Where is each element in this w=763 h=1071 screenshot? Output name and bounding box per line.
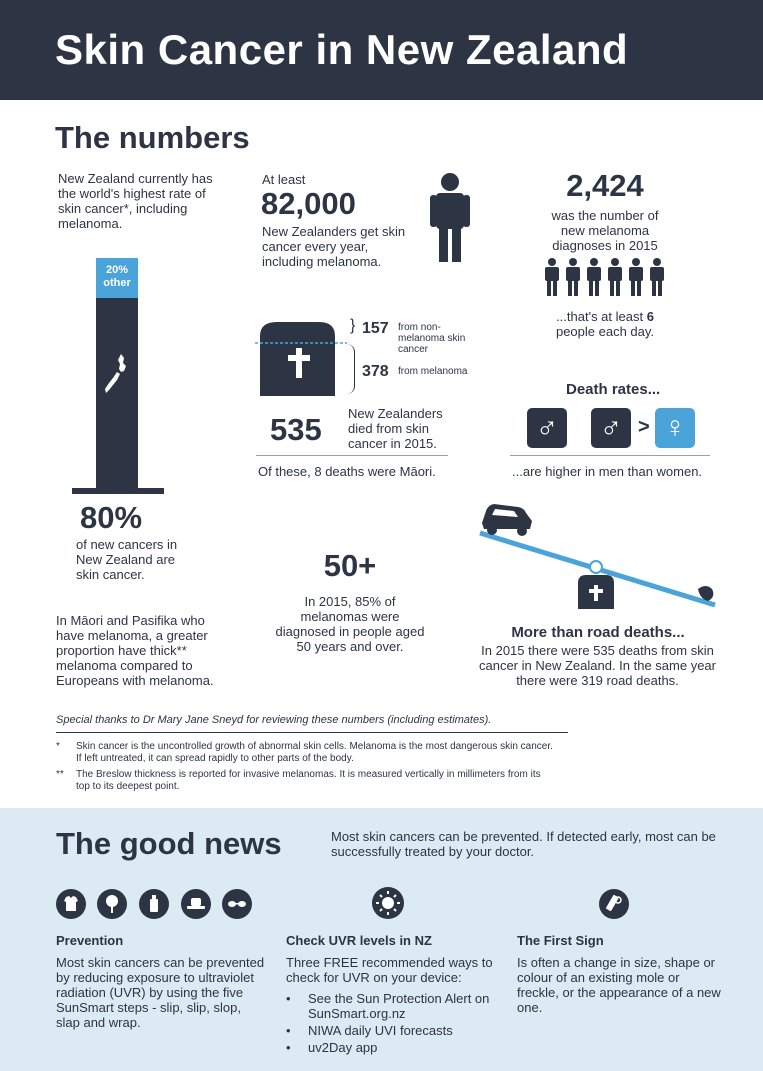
sun-icon xyxy=(370,885,406,921)
male-symbol: ♂ xyxy=(535,411,559,444)
footnote-2-mark: ** xyxy=(56,769,64,780)
maori-pasifika-text: In Māori and Pasifika who have melanoma, a greater proportion have thick** melanoma compared to Europeans with melanoma. xyxy=(56,613,214,688)
male-icon-1 xyxy=(527,408,567,448)
people-caption-pre: ...that's at least xyxy=(556,309,647,324)
uvr-list-item: • NIWA daily UVI forecasts xyxy=(286,1023,496,1038)
road-deaths-title: More than road deaths... xyxy=(511,624,685,641)
shirt-icon xyxy=(56,889,86,919)
maori-deaths: Of these, 8 deaths were Māori. xyxy=(258,464,436,479)
female-symbol: ♀ xyxy=(663,411,687,444)
death-rates-caption: ...are higher in men than women. xyxy=(512,464,703,479)
at-least-label: At least xyxy=(262,172,306,187)
first-sign-title: The First Sign xyxy=(517,933,604,948)
death-rates-title: Death rates... xyxy=(566,381,661,398)
female-icon xyxy=(655,408,695,448)
car-icon xyxy=(482,504,532,536)
eighty-percent: 80% xyxy=(80,500,143,535)
footnote-1-text: Skin cancer is the uncontrolled growth of abnormal skin cells. Melanoma is the most dangerous skin cancer. If left untreated, it can spread rapidly to other parts of the body. xyxy=(76,741,553,764)
bar-base xyxy=(72,488,164,494)
death-rates-divider xyxy=(510,455,710,456)
road-deaths-caption: In 2015 there were 535 deaths from skin cancer in New Zealand. In the same year there were 319 road deaths. xyxy=(478,643,716,688)
total-deaths-caption: New Zealanders died from skin cancer in 2015. xyxy=(348,406,443,451)
hat-icon xyxy=(181,889,211,919)
sunglasses-icon xyxy=(222,889,252,919)
six-people-icons xyxy=(543,258,673,298)
page-title: Skin Cancer in New Zealand xyxy=(55,26,629,73)
eighty-percent-caption: of new cancers in New Zealand are skin cancer. xyxy=(76,537,178,582)
uvr-title: Check UVR levels in NZ xyxy=(286,933,432,948)
melanoma-label: from melanoma xyxy=(398,366,468,377)
person-icon xyxy=(428,172,472,264)
count-82000: 82,000 xyxy=(261,186,356,221)
new-zealand-map-icon xyxy=(104,352,130,396)
non-melanoma-deaths: 157 xyxy=(362,320,389,337)
count-82000-caption: New Zealanders get skin cancer every year, including melanoma. xyxy=(262,224,406,269)
bar-other-pct: 20% xyxy=(105,264,129,276)
good-news-intro: Most skin cancers can be prevented. If detected early, most can be successfully treated by your doctor. xyxy=(331,829,716,859)
non-melanoma-label: from non-melanoma skin cancer xyxy=(398,322,466,355)
first-sign-text: Is often a change in size, shape or colour of an existing mole or freckle, or the appearance of a new one. xyxy=(517,955,721,1015)
good-news-title: The good news xyxy=(56,826,282,861)
seesaw-illustration xyxy=(470,495,720,615)
people-caption-post: people each day. xyxy=(555,324,655,339)
melanoma-deaths: 378 xyxy=(362,363,389,380)
total-deaths: 535 xyxy=(270,412,322,447)
brace-large xyxy=(347,344,355,394)
shade-tree-icon xyxy=(97,889,127,919)
prevention-title: Prevention xyxy=(56,933,124,948)
uvr-list-item: • uv2Day app xyxy=(286,1040,496,1055)
brace-small: } xyxy=(350,317,356,334)
header-banner xyxy=(0,0,763,100)
male-icon-2 xyxy=(591,408,631,448)
thanks-text: Special thanks to Dr Mary Jane Sneyd for reviewing these numbers (including estimates). xyxy=(56,714,492,726)
intro-text: New Zealand currently has the world's highest rate of skin cancer*, including melanoma. xyxy=(58,171,213,231)
uvr-text: Three FREE recommended ways to check for UVR on your device: xyxy=(286,955,493,985)
count-2424: 2,424 xyxy=(566,168,644,203)
ruler-magnifier-icon xyxy=(599,889,629,919)
uvr-list-item: • See the Sun Protection Alert on SunSmart.org.nz xyxy=(286,991,496,1021)
prevention-text: Most skin cancers can be prevented by reducing exposure to ultraviolet radiation (UVR) by using the five SunSmart steps - slip, slip, slop, slap and wrap. xyxy=(56,955,265,1030)
footnote-divider xyxy=(56,732,568,733)
footnote-1-mark: * xyxy=(56,741,60,752)
male-symbol: ♂ xyxy=(599,411,623,444)
bar-other-label: other xyxy=(103,277,131,289)
gravestone-icon xyxy=(255,318,355,398)
greater-than-symbol: > xyxy=(638,416,650,438)
fifty-plus: 50+ xyxy=(323,548,377,583)
footnote-2-text: The Breslow thickness is reported for invasive melanomas. It is measured vertically in millimeters from its top to its deepest point. xyxy=(76,769,541,792)
uvr-list xyxy=(286,991,496,1055)
deaths-divider xyxy=(256,455,448,456)
people-caption-num: 6 xyxy=(646,309,654,324)
fifty-plus-caption: In 2015, 85% of melanomas were diagnosed in people aged 50 years and over. xyxy=(275,594,425,654)
people-row-icon xyxy=(543,258,673,298)
count-2424-caption: was the number of new melanoma diagnoses in 2015 xyxy=(551,208,659,253)
sunscreen-icon xyxy=(139,889,169,919)
numbers-section-title: The numbers xyxy=(55,120,250,155)
bar-other-segment xyxy=(96,258,138,298)
people-each-day-caption xyxy=(540,309,670,339)
